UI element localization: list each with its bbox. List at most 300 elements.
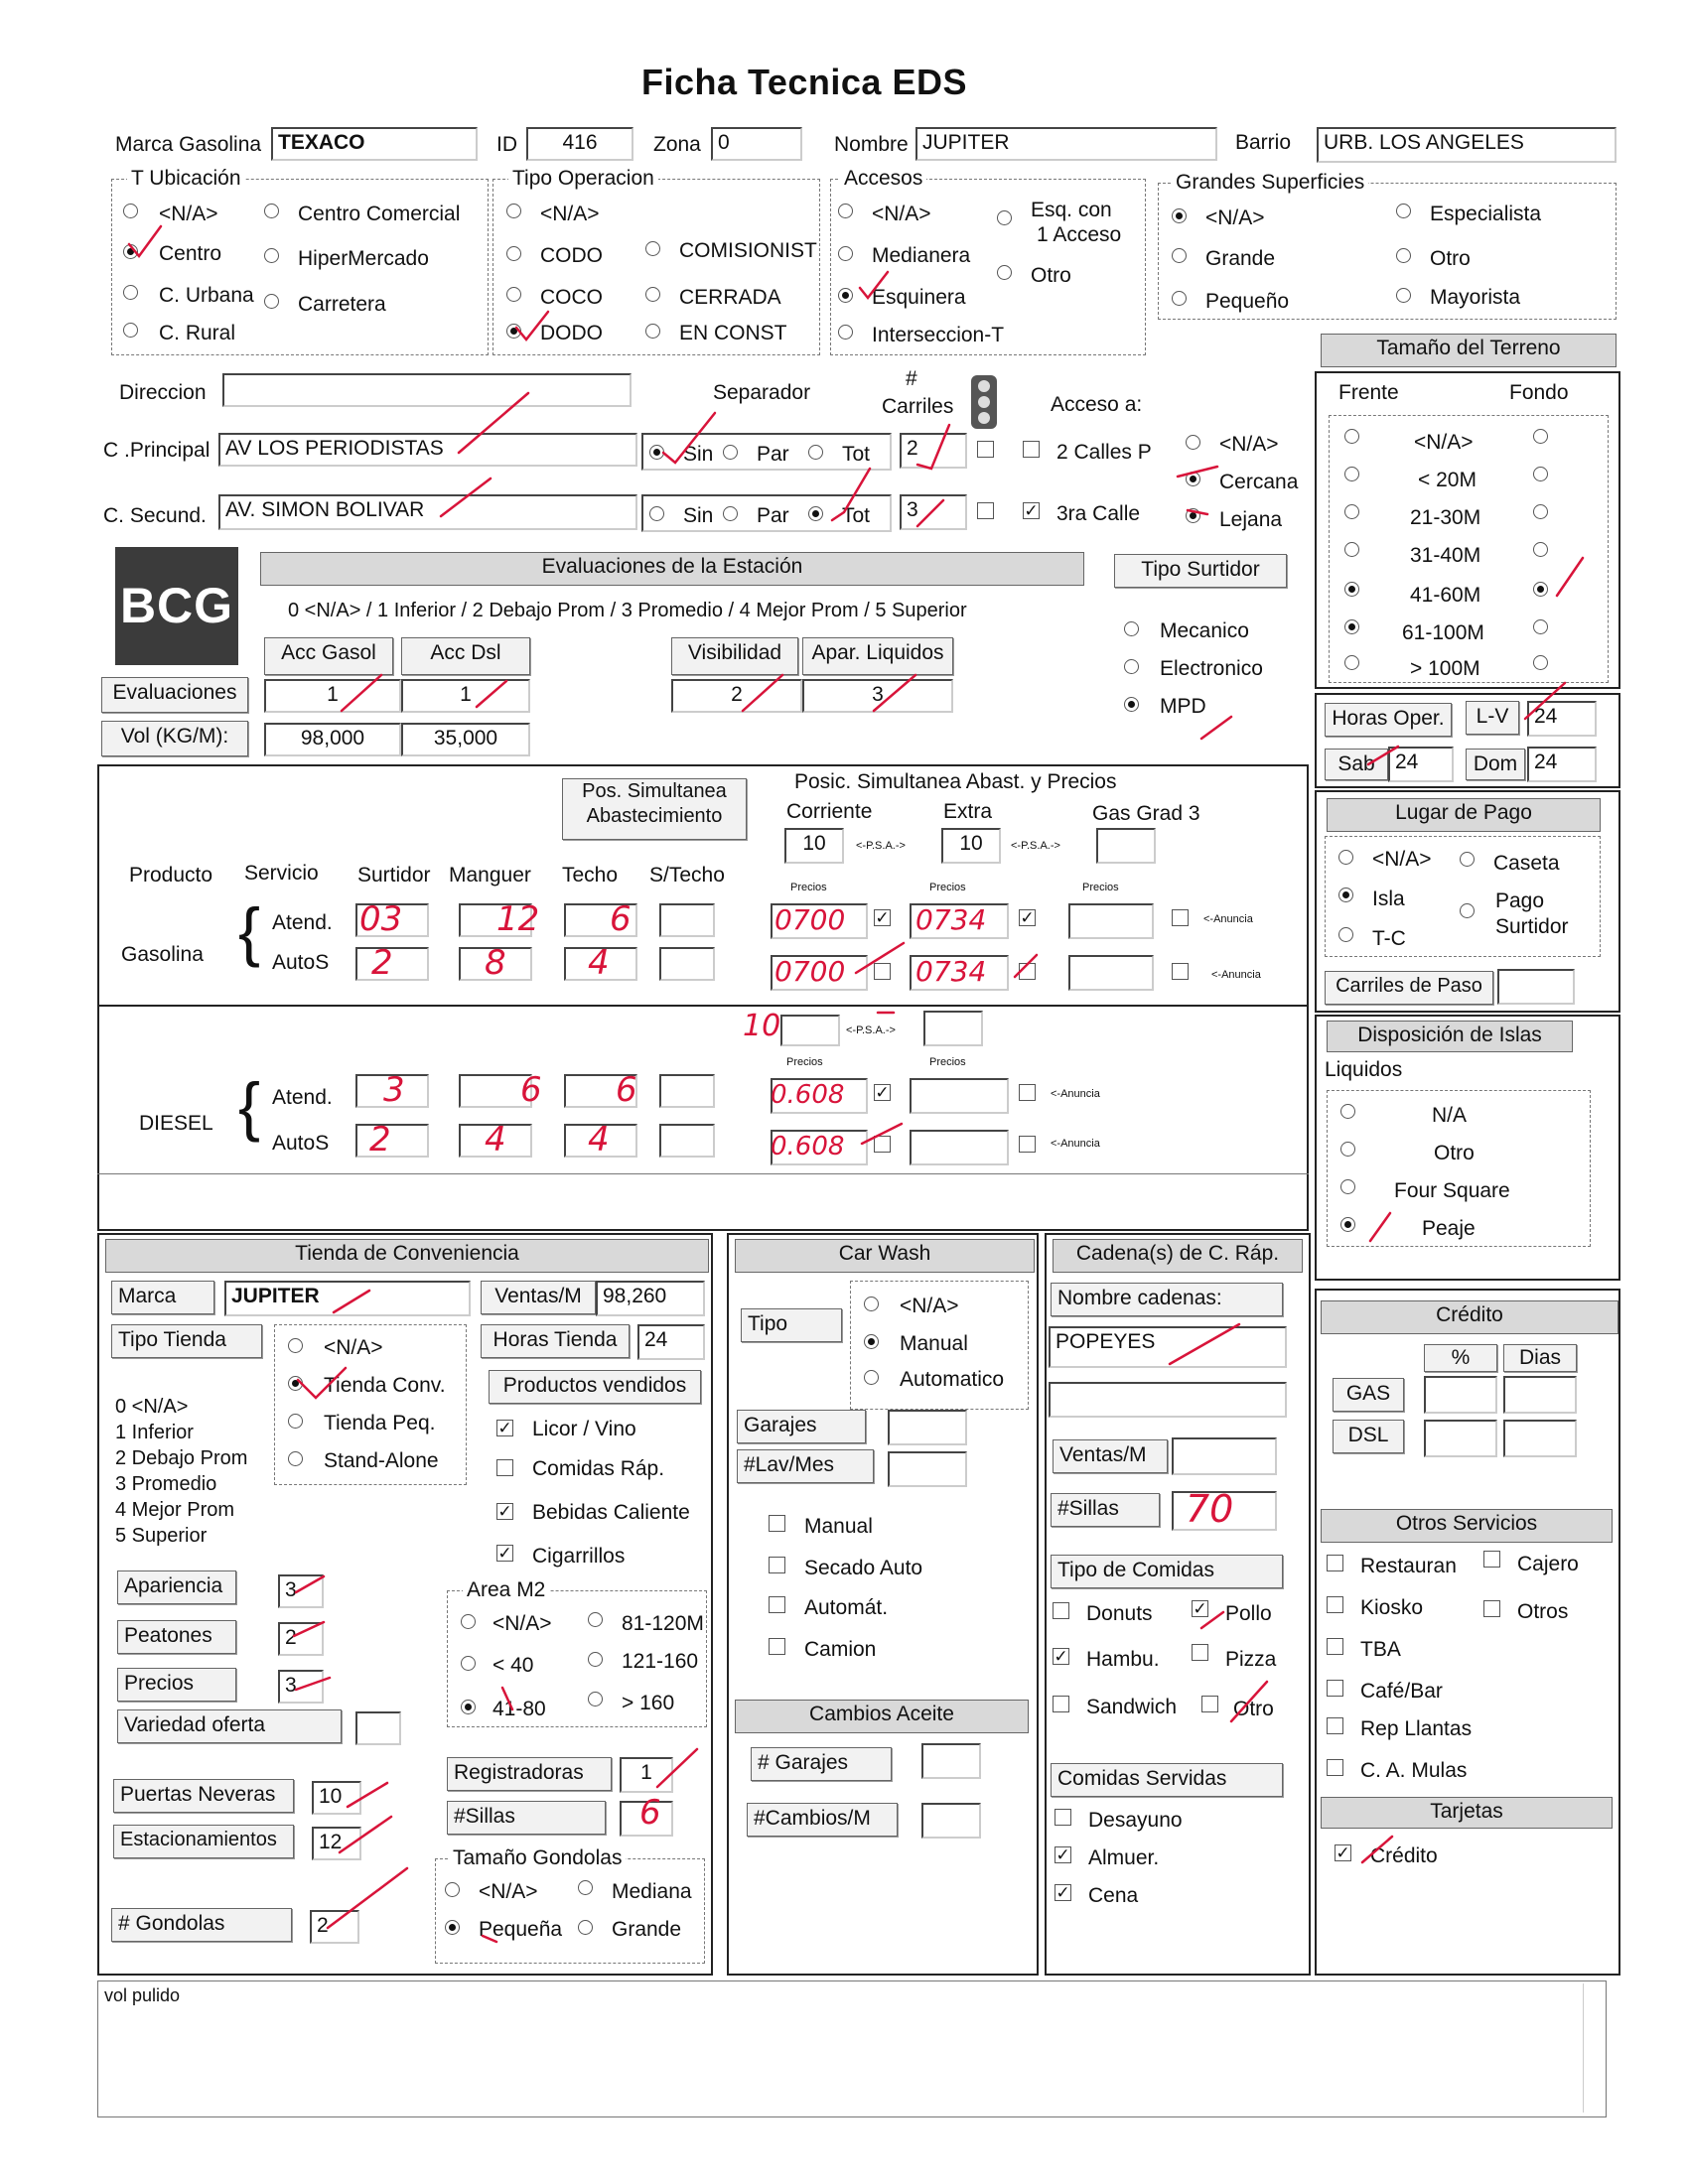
operacion-cerrada-radio[interactable] (645, 287, 660, 302)
operacion-cerrada-label: CERRADA (679, 286, 781, 309)
cw-manual-checkbox[interactable] (769, 1515, 785, 1532)
lav-mes-button[interactable]: #Lav/Mes (737, 1449, 874, 1483)
acc-gasol-button[interactable]: Acc Gasol (264, 637, 393, 675)
servicio-header: Servicio (244, 862, 319, 885)
anuncia-checkbox[interactable] (1172, 909, 1189, 926)
tienda-na-label: <N/A> (324, 1336, 383, 1359)
secund-sin-radio[interactable] (649, 506, 664, 521)
frente-100-radio[interactable] (1344, 655, 1359, 670)
acceso-cercana-radio[interactable] (1186, 472, 1200, 486)
pos-simultanea-label: Pos. Simultanea (582, 780, 727, 802)
principal-sin-radio[interactable] (649, 445, 664, 460)
comidas-label: Comidas Ráp. (532, 1457, 665, 1480)
ubicacion-centro-radio[interactable] (123, 244, 138, 259)
kiosko-checkbox[interactable] (1327, 1596, 1343, 1613)
acc-gasol-field[interactable]: 1 (264, 679, 401, 713)
ubicacion-carretera-radio[interactable] (264, 294, 279, 309)
carwash-manual-radio[interactable] (864, 1334, 879, 1349)
gond-na-radio[interactable] (445, 1882, 460, 1897)
gasolina-brace: { (238, 894, 261, 968)
hw-g-autos-techo: 4 (588, 943, 610, 983)
accesos-esquinera-radio[interactable] (838, 288, 853, 303)
gondolas-title: Tamaño Gondolas (449, 1846, 626, 1870)
barrio-label: Barrio (1235, 131, 1292, 154)
anuncia-label: <-Anuncia (1211, 969, 1261, 981)
garajes-button[interactable]: Garajes (737, 1410, 866, 1443)
grandes-especialista-radio[interactable] (1396, 204, 1411, 218)
almuer-checkbox[interactable]: ✓ (1055, 1845, 1070, 1864)
anuncia-checkbox[interactable]: ✓ (875, 908, 890, 927)
islas-na-label: N/A (1432, 1104, 1468, 1127)
surtidor-electronico-radio[interactable] (1124, 659, 1139, 674)
tienda-na-radio[interactable] (288, 1338, 303, 1353)
cadenas-bar: Cadena(s) de C. Ráp. (1053, 1239, 1303, 1273)
operacion-comisionista-label: COMISIONIST (679, 239, 817, 262)
cajero-label: Cajero (1517, 1553, 1579, 1575)
tba-label: TBA (1360, 1638, 1401, 1661)
fondo-41-radio[interactable] (1533, 582, 1548, 597)
precios-label: Precios (1082, 882, 1119, 893)
tienda-scale-3: 3 Promedio (115, 1473, 217, 1495)
area-40-radio[interactable] (461, 1656, 476, 1671)
ubicacion-cc-radio[interactable] (264, 204, 279, 218)
nombre-field[interactable]: JUPITER (915, 127, 1217, 161)
fondo-20-radio[interactable] (1533, 467, 1548, 481)
otros-label: Otros (1517, 1600, 1569, 1623)
secund-semaforo-checkbox[interactable] (977, 502, 994, 519)
horas-tienda-button[interactable]: Horas Tienda (481, 1324, 630, 1358)
pago-isla-radio[interactable] (1338, 887, 1353, 902)
lav-mes-field[interactable] (888, 1451, 967, 1487)
anuncia-checkbox[interactable] (1019, 1136, 1036, 1153)
tienda-ventas-field[interactable]: 98,260 (596, 1281, 705, 1316)
hw-g-autos-surtidor: 2 (371, 943, 393, 983)
precios-field[interactable]: 3 (278, 1670, 324, 1704)
corriente-psa-field[interactable]: 10 (784, 828, 844, 864)
cw-automat-checkbox[interactable] (769, 1596, 785, 1613)
bebidas-checkbox[interactable]: ✓ (497, 1502, 512, 1521)
sandwich-checkbox[interactable] (1053, 1696, 1069, 1712)
area-na-radio[interactable] (461, 1614, 476, 1629)
tipo-comidas-button[interactable]: Tipo de Comidas (1051, 1555, 1283, 1588)
diesel-atend-label: Atend. (272, 1086, 333, 1109)
area-121-radio[interactable] (588, 1652, 603, 1667)
apar-liquidos-button[interactable]: Apar. Liquidos (802, 637, 953, 675)
ubicacion-na-radio[interactable] (123, 204, 138, 218)
notes-scrollbar[interactable] (1583, 1983, 1604, 2113)
operacion-na-radio[interactable] (506, 204, 521, 218)
operacion-na-label: <N/A> (540, 203, 600, 225)
restauran-checkbox[interactable] (1327, 1555, 1343, 1571)
accesos-otro-label: Otro (1031, 264, 1071, 287)
precios-label: Precios (929, 1056, 966, 1068)
ubicacion-centro-label: Centro (159, 242, 222, 265)
gond-grande-radio[interactable] (578, 1920, 593, 1935)
sab-button[interactable]: Sab (1325, 749, 1388, 780)
corriente-label: Corriente (786, 800, 873, 823)
ubicacion-hiper-radio[interactable] (264, 248, 279, 263)
cena-label: Cena (1088, 1884, 1139, 1907)
islas-na-radio[interactable] (1340, 1104, 1355, 1119)
hambu-checkbox[interactable]: ✓ (1054, 1647, 1068, 1666)
apar-liquidos-field[interactable]: 3 (802, 679, 953, 713)
estac-button[interactable]: Estacionamientos (113, 1825, 294, 1858)
anuncia-checkbox[interactable] (1019, 963, 1036, 980)
hw-d-atend-precio: 0.608 (771, 1080, 845, 1110)
ubicacion-rural-radio[interactable] (123, 323, 138, 338)
registradoras-field[interactable]: 1 (620, 1757, 673, 1793)
cafe-label: Café/Bar (1360, 1680, 1443, 1703)
frente-31-radio[interactable] (1344, 542, 1359, 557)
vol-dsl-field[interactable]: 35,000 (401, 723, 530, 756)
operacion-comisionista-radio[interactable] (645, 241, 660, 256)
accesos-interseccion-radio[interactable] (838, 325, 853, 340)
tienda-peq-radio[interactable] (288, 1414, 303, 1429)
fondo-100-radio[interactable] (1533, 655, 1548, 670)
carriles-paso-button[interactable]: Carriles de Paso (1325, 971, 1493, 1005)
cigarrillos-checkbox[interactable]: ✓ (497, 1544, 512, 1563)
diesel-psa2-field[interactable] (923, 1011, 983, 1046)
carriles-paso-field[interactable] (1497, 969, 1575, 1005)
terreno-row-label: 21-30M (1410, 506, 1481, 529)
gas-grad-psa-field[interactable] (1096, 828, 1156, 864)
diesel-autos-stecho[interactable] (659, 1124, 715, 1158)
diesel-autos-surtidor[interactable] (355, 1124, 429, 1158)
anuncia-checkbox[interactable] (874, 963, 891, 980)
tba-checkbox[interactable] (1327, 1638, 1343, 1655)
principal-par-radio[interactable] (723, 445, 738, 460)
terreno-row-label: 61-100M (1402, 621, 1484, 644)
terreno-frente-label: Frente (1338, 381, 1399, 404)
visibilidad-button[interactable]: Visibilidad (671, 637, 798, 675)
tarjeta-credito-checkbox[interactable]: ✓ (1336, 1843, 1350, 1862)
gasolina-atend-stecho[interactable] (659, 903, 715, 937)
area-41-radio[interactable] (461, 1700, 476, 1714)
credito-gas-button[interactable]: GAS (1333, 1378, 1404, 1412)
tienda-sillas-button[interactable]: #Sillas (447, 1801, 606, 1835)
area-title: Area M2 (463, 1578, 549, 1602)
lv-field[interactable]: 24 (1527, 701, 1597, 737)
vol-button[interactable]: Vol (KG/M): (101, 721, 248, 756)
secund-label: C. Secund. (103, 504, 207, 527)
mulas-label: C. A. Mulas (1360, 1759, 1468, 1782)
notes-field[interactable] (97, 1980, 1607, 2117)
sandwich-label: Sandwich (1086, 1696, 1178, 1718)
bcg-logo: BCG (115, 547, 238, 665)
pago-pago-label: Pago (1495, 889, 1545, 912)
diesel-psa-field[interactable] (780, 1015, 840, 1046)
tienda-scale-1: 1 Inferior (115, 1422, 194, 1443)
gond-na-label: <N/A> (479, 1880, 538, 1903)
anuncia-label: <-Anuncia (1051, 1088, 1100, 1100)
ncambios-button[interactable]: #Cambios/M (747, 1803, 898, 1837)
cadenas-sillas-button[interactable]: #Sillas (1051, 1493, 1160, 1527)
islas-otro-radio[interactable] (1340, 1142, 1355, 1157)
acc-dsl-button[interactable]: Acc Dsl (401, 637, 530, 675)
dos-calles-checkbox[interactable] (1023, 441, 1040, 458)
principal-carriles-field[interactable]: 2 (900, 433, 967, 469)
pizza-checkbox[interactable] (1192, 1644, 1208, 1661)
gondolas-field[interactable]: 2 (310, 1910, 359, 1944)
tercera-calle-checkbox[interactable]: ✓ (1024, 501, 1039, 520)
gasolina-autos-precio-grad[interactable] (1068, 955, 1154, 991)
carwash-na-radio[interactable] (864, 1297, 879, 1311)
pollo-checkbox[interactable]: ✓ (1193, 1599, 1207, 1618)
principal-par-label: Par (757, 443, 789, 466)
pago-isla-label: Isla (1372, 887, 1405, 910)
frente-na-radio[interactable] (1344, 429, 1359, 444)
grandes-otro-radio[interactable] (1396, 248, 1411, 263)
surtidor-title: Tipo Surtidor (1114, 554, 1287, 588)
pago-na-radio[interactable] (1338, 850, 1353, 865)
dias-button[interactable]: Dias (1503, 1344, 1577, 1372)
evaluaciones-button[interactable]: Evaluaciones (101, 677, 248, 713)
gasolina-atend-precio-grad[interactable] (1068, 903, 1154, 939)
secund-par-label: Par (757, 504, 789, 527)
tienda-bar: Tienda de Conveniencia (105, 1239, 709, 1273)
frente-20-radio[interactable] (1344, 467, 1359, 481)
area-na-label: <N/A> (492, 1612, 552, 1635)
credito-dsl-button[interactable]: DSL (1333, 1420, 1404, 1453)
grandes-grande-radio[interactable] (1172, 248, 1187, 263)
operacion-codo-label: CODO (540, 244, 603, 267)
secund-tot-radio[interactable] (808, 506, 823, 521)
stecho-header: S/Techo (649, 864, 725, 887)
ubicacion-urbana-radio[interactable] (123, 285, 138, 300)
tienda-marca-field[interactable]: JUPITER (224, 1281, 471, 1316)
frente-21-radio[interactable] (1344, 504, 1359, 519)
apariencia-field[interactable]: 3 (278, 1574, 324, 1608)
diesel-atend-stecho[interactable] (659, 1074, 715, 1108)
fondo-31-radio[interactable] (1533, 542, 1548, 557)
donuts-checkbox[interactable] (1053, 1602, 1069, 1619)
direccion-field[interactable] (222, 373, 632, 407)
grandes-na-radio[interactable] (1172, 208, 1187, 223)
anuncia-checkbox[interactable] (1019, 1084, 1036, 1101)
llantas-checkbox[interactable] (1327, 1717, 1343, 1734)
barrio-field[interactable]: URB. LOS ANGELES (1317, 127, 1617, 163)
otros-checkbox[interactable] (1483, 1600, 1500, 1617)
productos-divider (97, 1173, 1309, 1174)
apariencia-button[interactable]: Apariencia (117, 1570, 236, 1604)
gasolina-autos-stecho[interactable] (659, 947, 715, 981)
dom-button[interactable]: Dom (1466, 749, 1525, 780)
puertas-field[interactable]: 10 (312, 1781, 361, 1815)
accesos-esquinera-label: Esquinera (872, 286, 966, 309)
anuncia-checkbox[interactable] (874, 1136, 891, 1153)
evaluaciones-scale: 0 <N/A> / 1 Inferior / 2 Debajo Prom / 3 Promedio / 4 Mejor Prom / 5 Superior (288, 600, 967, 621)
cw-camion-checkbox[interactable] (769, 1638, 785, 1655)
grandes-pequeno-radio[interactable] (1172, 291, 1187, 306)
cadena-1-field[interactable]: POPEYES (1049, 1326, 1287, 1368)
secund-field[interactable]: AV. SIMON BOLIVAR (218, 494, 637, 530)
cadenas-ventas-field[interactable] (1172, 1437, 1277, 1475)
diesel-autos-precio2[interactable] (910, 1130, 1009, 1165)
accesos-na-radio[interactable] (838, 204, 853, 218)
precios-label: Precios (790, 882, 827, 893)
extra-psa-field[interactable]: 10 (941, 828, 1001, 864)
pago-caseta-radio[interactable] (1460, 852, 1475, 867)
anuncia-checkbox[interactable] (1172, 963, 1189, 980)
islas-peaje-radio[interactable] (1340, 1217, 1355, 1232)
secund-par-radio[interactable] (723, 506, 738, 521)
credito-gas-dias[interactable] (1503, 1376, 1577, 1414)
cadena-2-field[interactable] (1049, 1382, 1287, 1418)
hw-d-atend-manguer: 6 (520, 1070, 542, 1110)
aceite-bar: Cambios Aceite (735, 1700, 1029, 1733)
sab-field[interactable]: 24 (1388, 747, 1454, 782)
terreno-row-label: 31-40M (1410, 544, 1481, 567)
acceso-lejana-radio[interactable] (1186, 508, 1200, 523)
credito-gas-pct[interactable] (1424, 1376, 1497, 1414)
principal-field[interactable]: AV LOS PERIODISTAS (218, 433, 637, 467)
anuncia-checkbox[interactable]: ✓ (1020, 908, 1035, 927)
gond-pequena-label: Pequeña (479, 1918, 563, 1941)
evaluaciones-bar: Evaluaciones de la Estación (260, 552, 1084, 586)
grandes-na-label: <N/A> (1205, 206, 1265, 229)
cena-checkbox[interactable]: ✓ (1055, 1883, 1070, 1902)
area-160-radio[interactable] (588, 1692, 603, 1706)
estac-field[interactable]: 12 (312, 1827, 361, 1860)
area-40-label: < 40 (492, 1654, 534, 1677)
vol-gas-field[interactable]: 98,000 (264, 723, 401, 756)
registradoras-button[interactable]: Registradoras (447, 1757, 612, 1791)
terreno-fondo-label: Fondo (1509, 381, 1569, 404)
area-41-label: 41-80 (492, 1698, 546, 1720)
acc-dsl-field[interactable]: 1 (401, 679, 530, 713)
tienda-standalone-radio[interactable] (288, 1451, 303, 1466)
credito-dsl-dias[interactable] (1503, 1420, 1577, 1457)
diesel-atend-precio2[interactable] (910, 1078, 1009, 1114)
pago-surtidor-radio[interactable] (1460, 903, 1475, 918)
marca-label: Marca Gasolina (115, 133, 262, 156)
otro-comida-checkbox[interactable] (1201, 1696, 1218, 1712)
productos-vendidos-button[interactable]: Productos vendidos (489, 1370, 701, 1404)
dom-field[interactable]: 24 (1527, 747, 1597, 782)
secund-carriles-field[interactable]: 3 (900, 494, 967, 530)
pct-button[interactable]: % (1424, 1344, 1497, 1372)
pago-tc-radio[interactable] (1338, 927, 1353, 942)
gond-grande-label: Grande (612, 1918, 682, 1941)
hw-d-autos-surtidor: 2 (369, 1120, 391, 1160)
peatones-field[interactable]: 2 (278, 1622, 324, 1656)
lv-button[interactable]: L-V (1466, 701, 1519, 735)
comidas-servidas-button[interactable]: Comidas Servidas (1051, 1763, 1283, 1797)
tipo-tienda-button[interactable]: Tipo Tienda (111, 1324, 262, 1358)
cw-secado-checkbox[interactable] (769, 1557, 785, 1573)
posic-label: Posic. Simultanea Abast. y Precios (794, 770, 1117, 793)
fondo-61-radio[interactable] (1533, 619, 1548, 634)
comidas-checkbox[interactable] (496, 1459, 513, 1476)
desayuno-checkbox[interactable] (1055, 1809, 1071, 1826)
gond-pequena-radio[interactable] (445, 1920, 460, 1935)
tienda-conv-radio[interactable] (288, 1376, 303, 1391)
licor-checkbox[interactable]: ✓ (497, 1419, 512, 1437)
cajero-checkbox[interactable] (1483, 1551, 1500, 1568)
principal-semaforo-checkbox[interactable] (977, 441, 994, 458)
pago-caseta-label: Caseta (1493, 852, 1560, 875)
acceso-na-radio[interactable] (1186, 435, 1200, 450)
precios-button[interactable]: Precios (117, 1668, 236, 1702)
terreno-row-label: < 20M (1418, 469, 1477, 491)
mulas-checkbox[interactable] (1327, 1759, 1343, 1776)
operacion-enconst-radio[interactable] (645, 324, 660, 339)
operacion-dodo-radio[interactable] (506, 324, 521, 339)
ubicacion-hiper-label: HiperMercado (298, 247, 429, 270)
cw-camion-label: Camion (804, 1638, 877, 1661)
surtidor-mecanico-radio[interactable] (1124, 621, 1139, 636)
horas-oper-button[interactable]: Horas Oper. (1325, 703, 1452, 737)
marca-field[interactable]: TEXACO (271, 127, 478, 161)
id-field[interactable]: 416 (526, 127, 633, 161)
tienda-ventas-button[interactable]: Ventas/M (481, 1281, 596, 1314)
cafe-checkbox[interactable] (1327, 1680, 1343, 1697)
ncambios-field[interactable] (921, 1803, 981, 1839)
area-81-radio[interactable] (588, 1612, 603, 1627)
islas-four-radio[interactable] (1340, 1179, 1355, 1194)
producto-header: Producto (129, 864, 213, 887)
gasolina-label: Gasolina (121, 943, 204, 966)
area-121-label: 121-160 (622, 1650, 699, 1673)
otros-title: Otros Servicios (1321, 1509, 1613, 1543)
gond-mediana-radio[interactable] (578, 1880, 593, 1895)
garajes-field[interactable] (888, 1410, 967, 1445)
carwash-auto-radio[interactable] (864, 1370, 879, 1385)
ngarajes-button[interactable]: # Garajes (751, 1747, 892, 1781)
fondo-21-radio[interactable] (1533, 504, 1548, 519)
tienda-marca-button[interactable]: Marca (111, 1281, 214, 1314)
frente-61-radio[interactable] (1344, 619, 1359, 634)
cadenas-ventas-button[interactable]: Ventas/M (1053, 1439, 1168, 1473)
accesos-otro-radio[interactable] (997, 265, 1012, 280)
accesos-1acceso-label: 1 Acceso (1037, 223, 1122, 246)
surtidor-electronico-label: Electronico (1160, 657, 1263, 680)
accesos-na-label: <N/A> (872, 203, 931, 225)
frente-41-radio[interactable] (1344, 582, 1359, 597)
zona-field[interactable]: 0 (711, 127, 802, 161)
operacion-coco-radio[interactable] (506, 287, 521, 302)
credito-dsl-pct[interactable] (1424, 1420, 1497, 1457)
horas-tienda-field[interactable]: 24 (637, 1324, 705, 1360)
ngarajes-field[interactable] (921, 1743, 981, 1779)
hw-g-atend-surtidor: 03 (359, 899, 403, 939)
acceso-na-label: <N/A> (1219, 433, 1279, 456)
nombre-cadenas-button[interactable]: Nombre cadenas: (1051, 1283, 1283, 1316)
hw-g-autos-precio1: 0700 (774, 955, 846, 988)
carwash-na-label: <N/A> (900, 1295, 959, 1317)
terreno-row-label: 41-60M (1410, 584, 1481, 607)
variedad-button[interactable]: Variedad oferta (117, 1709, 342, 1743)
accesos-esq1-radio[interactable] (997, 210, 1012, 225)
operacion-codo-radio[interactable] (506, 246, 521, 261)
principal-tot-radio[interactable] (808, 445, 823, 460)
variedad-field[interactable] (355, 1711, 401, 1745)
hw-g-autos-precio2: 0734 (915, 955, 987, 988)
gondolas-button[interactable]: # Gondolas (111, 1908, 292, 1942)
anuncia-checkbox[interactable]: ✓ (875, 1083, 890, 1102)
visibilidad-field[interactable]: 2 (671, 679, 802, 713)
carwash-tipo-button[interactable]: Tipo (741, 1308, 842, 1342)
peatones-button[interactable]: Peatones (117, 1620, 236, 1654)
islas-four-label: Four Square (1394, 1179, 1510, 1202)
grandes-mayorista-radio[interactable] (1396, 288, 1411, 303)
surtidor-mpd-radio[interactable] (1124, 697, 1139, 712)
grandes-especialista-label: Especialista (1430, 203, 1542, 225)
fondo-na-radio[interactable] (1533, 429, 1548, 444)
puertas-button[interactable]: Puertas Neveras (113, 1779, 294, 1813)
pos-simultanea-button[interactable] (562, 778, 747, 840)
accesos-medianera-radio[interactable] (838, 246, 853, 261)
